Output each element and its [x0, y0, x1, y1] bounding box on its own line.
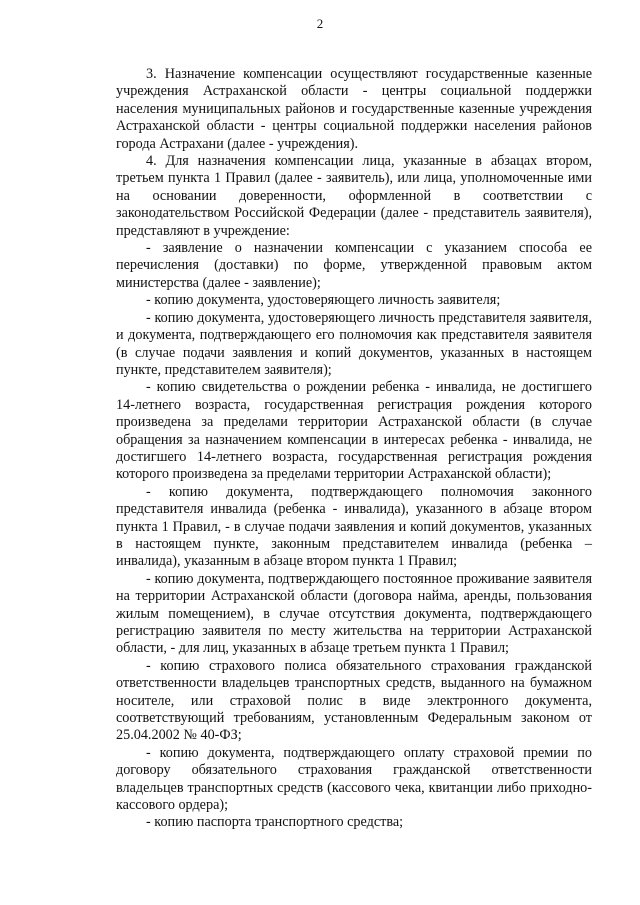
list-item-birth-certificate: - копию свидетельства о рождении ребенка - инвалида, не достигшего 14-летнего возраста, государственная регистрация рождения которого произведена за пределами территории Астраханской области (в случае обращения за назначением компенсации в интересах ребенка - инвалида, не достигшего 14-летнего возраста, государственная регистрация рождения которого произведена за пределами территории Астраханской области);	[116, 379, 592, 483]
list-item-residence-proof: - копию документа, подтверждающего постоянное проживание заявителя на территории Астраханской области (договора найма, аренды, пользования жилым помещением), в случае отсутствия документа, подтверждающего регистрацию заявителя по месту жительства на территории Астраханской области, - для лиц, указанных в абзаце третьем пункта 1 Правил;	[116, 570, 592, 657]
list-item-application: - заявление о назначении компенсации с указанием способа ее перечисления (доставки) по форме, утвержденной правовым актом министерства (далее - заявление);	[116, 240, 592, 291]
list-item-insurance-policy: - копию страхового полиса обязательного страхования гражданской ответственности владельцев транспортных средств, выданного на бумажном носителе, или страховой полис в виде электронного документа, соответствующий требованиям, установленным Федеральным законом от 25.04.2002 № 40-ФЗ;	[116, 657, 592, 744]
list-item-vehicle-passport: - копию паспорта транспортного средства;	[146, 814, 404, 831]
list-item-legal-representative: - копию документа, подтверждающего полномочия законного представителя инвалида (ребенка - инвалида), указанного в абзаце втором пункта 1 Правил, - в случае подачи заявления и копий документов, указанных в настоящем пункте, законным представителем инвалида (ребенка – инвалида), указанным в абзаце втором пункта 1 Правил;	[116, 483, 592, 570]
page-number: 2	[316, 16, 324, 31]
list-item-premium-payment: - копию документа, подтверждающего оплату страховой премии по договору обязательного страхования гражданской ответственности владельцев транспортных средств (кассового чека, квитанции либо приходно-кассового ордера);	[116, 744, 592, 814]
list-item-representative-id: - копию документа, удостоверяющего личность представителя заявителя, и документа, подтверждающего его полномочия как представителя заявителя (в случае подачи заявления и копий документов, указанных в настоящем пункте, представителем заявителя);	[116, 309, 592, 378]
document-body	[116, 66, 592, 832]
paragraph-4: 4. Для назначения компенсации лица, указанные в абзацах втором, третьем пункта 1 Правил (далее - заявитель), или лица, уполномоченные ими на основании доверенности, оформленной в соответствии с законодательством Российской Федерации (далее - представитель заявителя), представляют в учреждение:	[116, 153, 592, 239]
paragraph-3: 3. Назначение компенсации осуществляют государственные казенные учреждения Астраханской области - центры социальной поддержки населения муниципальных районов и государственные казенные учреждения Астраханской области - центры социальной поддержки населения районов города Астрахани (далее - учреждения).	[116, 66, 592, 152]
list-item-applicant-id: - копию документа, удостоверяющего личность заявителя;	[146, 292, 501, 309]
